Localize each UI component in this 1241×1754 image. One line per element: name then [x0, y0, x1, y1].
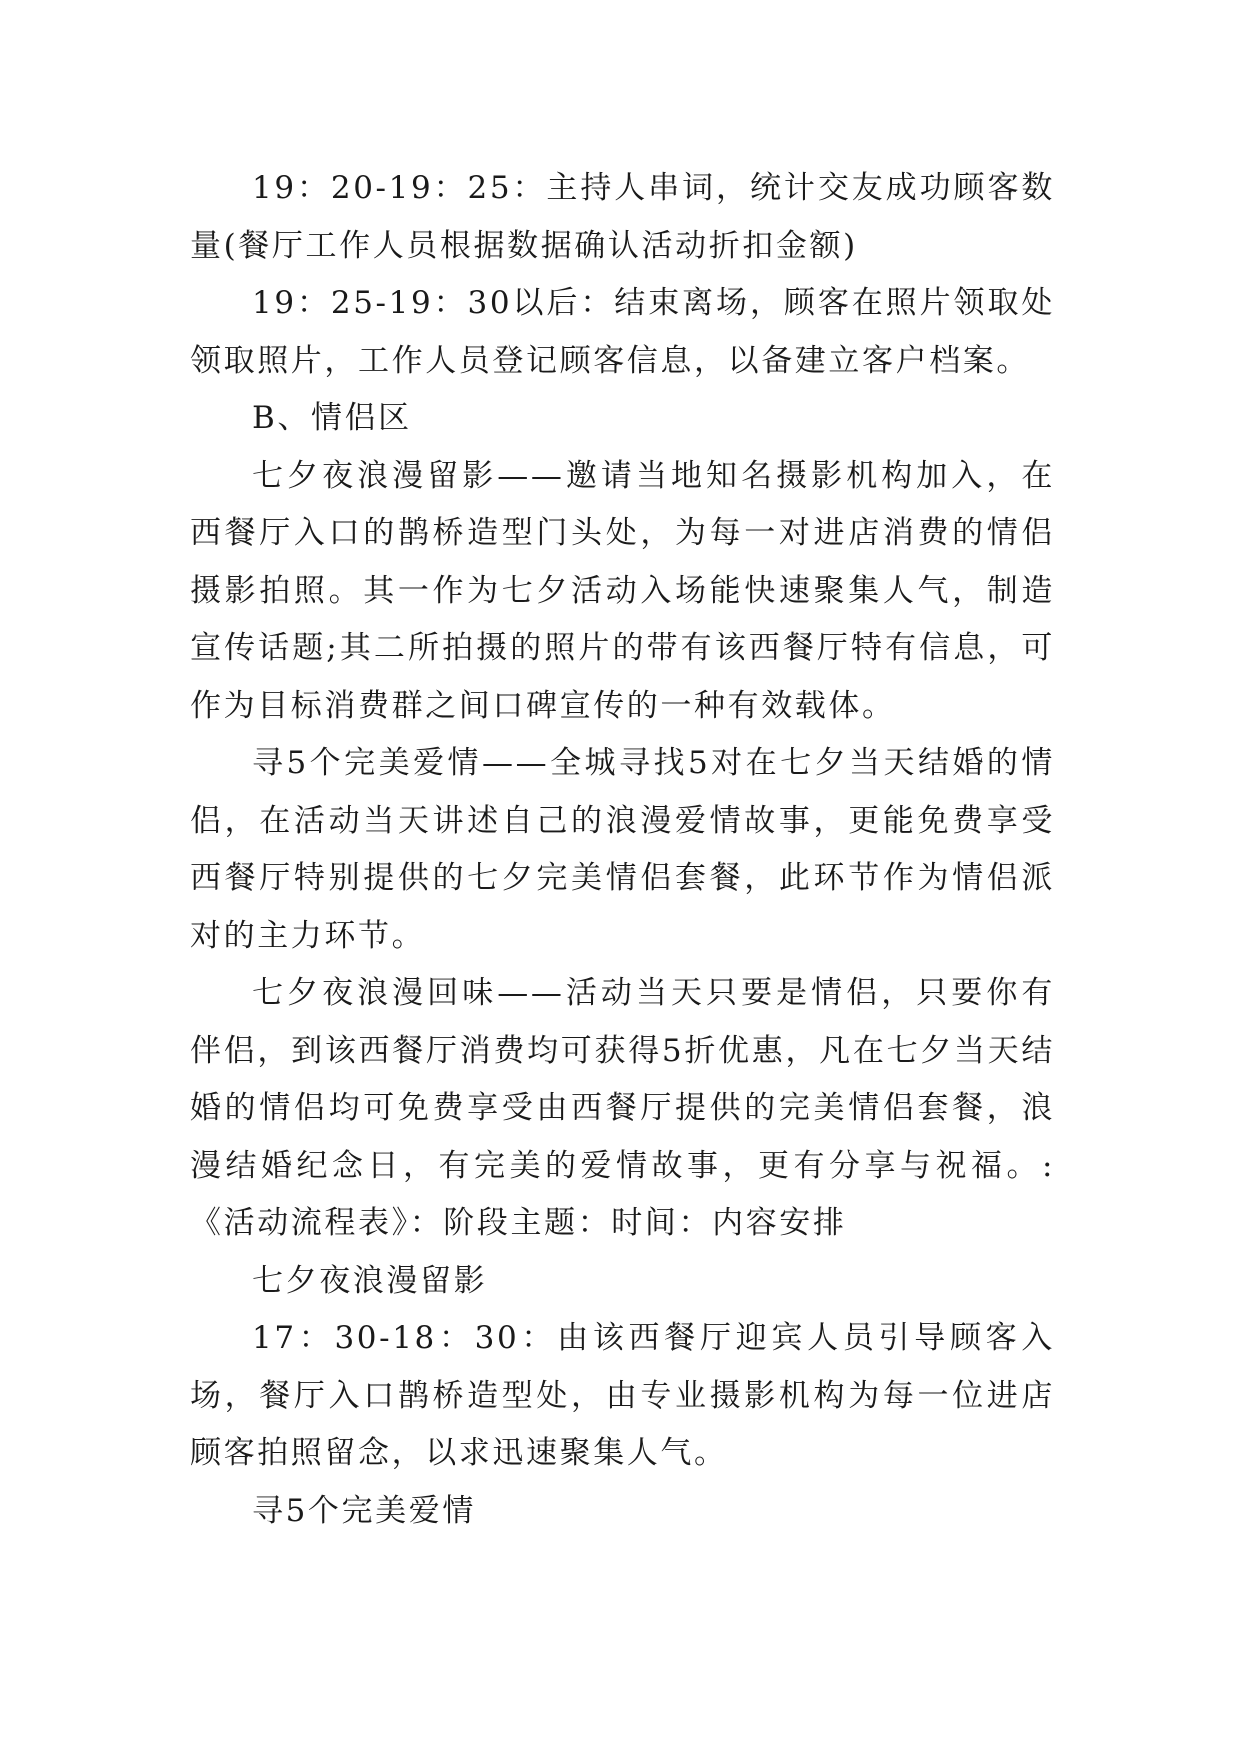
paragraph-schedule-1925: 19：25-19：30以后：结束离场，顾客在照片领取处领取照片，工作人员登记顾客信息，以备建立客户档案。 — [190, 285, 1055, 379]
section-heading-couples: B、情侣区 — [252, 400, 412, 436]
paragraph-five-perfect-loves: 寻5个完美爱情——全城寻找5对在七夕当天结婚的情侣，在活动当天讲述自己的浪漫爱情故事，更能免费享受西餐厅特别提供的七夕完美情侣套餐，此环节作为情侣派对的主力环节。 — [190, 745, 1055, 954]
paragraph-romantic-photo: 七夕夜浪漫留影——邀请当地知名摄影机构加入，在西餐厅入口的鹊桥造型门头处，为每一对进店消费的情侣摄影拍照。其一作为七夕活动入场能快速聚集人气，制造宣传话题;其二所拍摄的照片的带有该西餐厅特有信息，可作为目标消费群之间口碑宣传的一种有效载体。 — [190, 457, 1055, 724]
paragraph-romantic-memory: 七夕夜浪漫回味——活动当天只要是情侣，只要你有伴侣，到该西餐厅消费均可获得5折优惠，凡在七夕当天结婚的情侣均可免费享受由西餐厅提供的完美情侣套餐，浪漫结婚纪念日，有完美的爱情故事，更有分享与祝福。:《活动流程表》：阶段主题：时间：内容安排 — [190, 975, 1055, 1241]
document-body — [190, 160, 1055, 1540]
subheading-romantic-photo: 七夕夜浪漫留影 — [252, 1262, 488, 1299]
subheading-five-perfect-loves: 寻5个完美爱情 — [252, 1492, 476, 1529]
paragraph-schedule-1730: 17：30-18：30：由该西餐厅迎宾人员引导顾客入场，餐厅入口鹊桥造型处，由专业摄影机构为每一位进店顾客拍照留念，以求迅速聚集人气。 — [190, 1320, 1055, 1471]
paragraph-schedule-1920: 19：20-19：25：主持人串词，统计交友成功顾客数量(餐厅工作人员根据数据确认活动折扣金额) — [190, 170, 1055, 264]
